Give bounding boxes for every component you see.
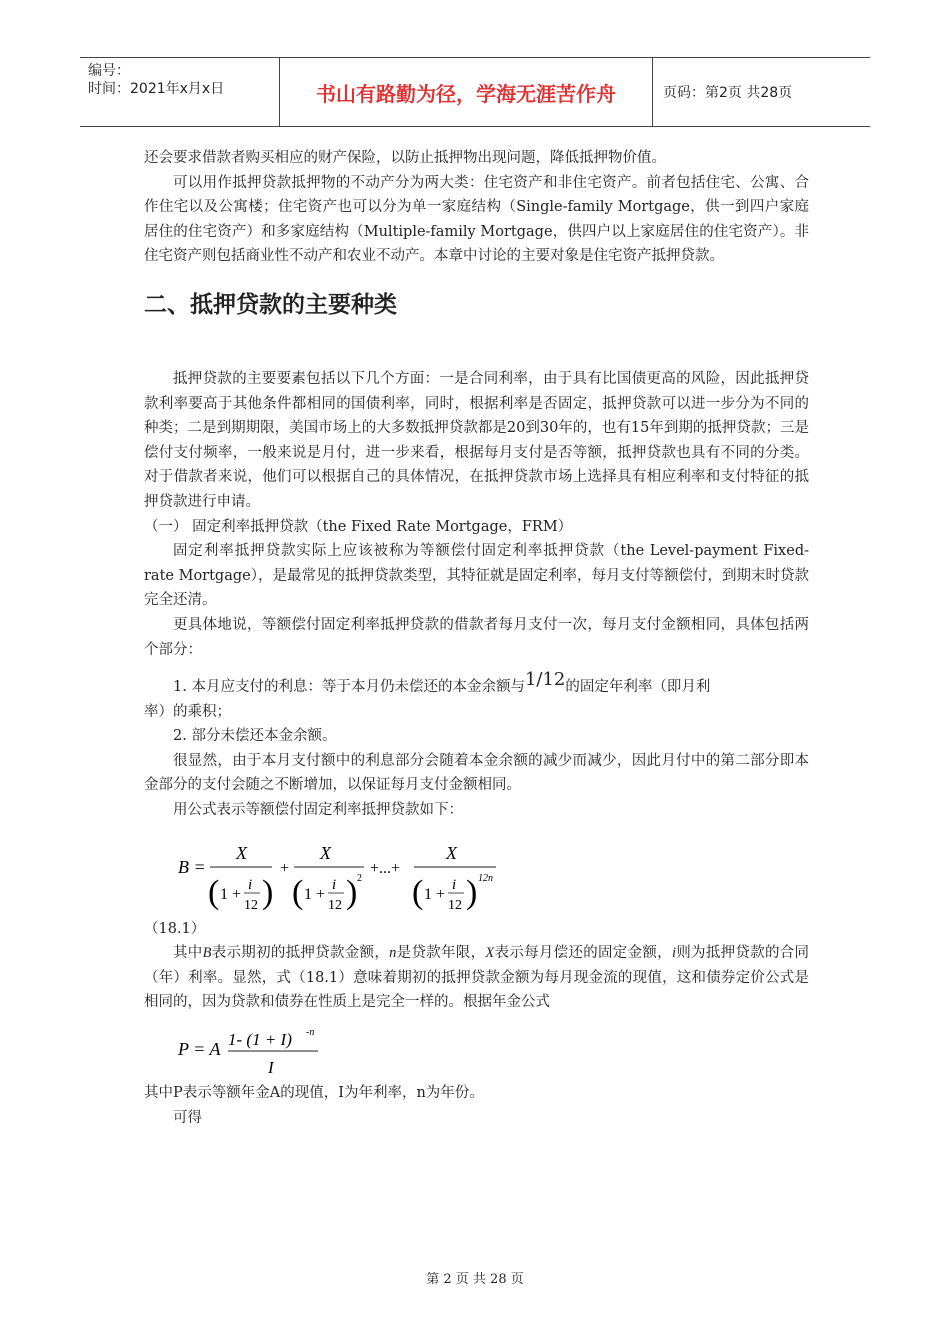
paragraph: 还会要求借款者购买相应的财产保险，以防止抵押物出现问题，降低抵押物价值。 xyxy=(144,150,666,166)
header-motto: 书山有路勤为径，学海无涯苦作舟 xyxy=(280,58,653,126)
formula-18-1 xyxy=(144,829,809,917)
page-footer: 第 2 页 共 28 页 xyxy=(426,1272,524,1287)
annuity-exp: -n xyxy=(306,1027,315,1039)
symbol-B: B xyxy=(202,945,212,962)
page-header xyxy=(80,57,870,127)
paren-right: ) xyxy=(262,873,274,911)
paren-right: ) xyxy=(466,873,478,911)
paragraph: 很显然，由于本月支付额中的利息部分会随着本金余额的减少而减少，因此月付中的第二部分即本金部分的支付会随之不断增加，以保证每月支付金额相同。 xyxy=(144,752,809,794)
annuity-formula-svg xyxy=(144,1021,364,1081)
text: 表示每月偿还的固定金额， xyxy=(494,945,672,962)
formula-exp2: 2 xyxy=(357,872,362,884)
annuity-formula xyxy=(144,1021,809,1081)
symbol-X: X xyxy=(485,945,495,962)
list-item-text: 1. 本月应支付的利息：等于本月仍未偿还的本金余额与 xyxy=(173,679,525,696)
text: 是贷款年限， xyxy=(396,945,486,962)
formula-den12: 12 xyxy=(328,897,342,913)
header-meta xyxy=(80,58,280,126)
formula-one: 1 xyxy=(424,885,432,903)
list-item-continuation: 率）的乘积； xyxy=(144,703,231,720)
formula-i: i xyxy=(452,876,457,893)
formula-den12: 12 xyxy=(448,897,462,913)
symbol-i: i xyxy=(671,945,676,962)
date-label: 时间：2021年x月x日 xyxy=(88,81,225,97)
paragraph xyxy=(144,941,809,1015)
formula-exp12n: 12n xyxy=(478,872,493,884)
subsection-title: （一） 固定利率抵押贷款（the Fixed Rate Mortgage，FRM） xyxy=(144,518,573,535)
paren-left: ( xyxy=(412,873,424,911)
list-item-text: 的固定年利率（即月利 xyxy=(565,679,711,696)
paragraph: 固定利率抵押贷款实际上应该被称为等额偿付固定利率抵押贷款（the Level-payment Fixed-rate Mortgage），是最常见的抵押贷款类型，其特征就是固定利率，每月支付等额偿付，到期末时贷款完全还清。 xyxy=(144,543,809,609)
serial-label: 编号： xyxy=(88,63,130,79)
annuity-numerator: 1- (1 + I) xyxy=(228,1030,292,1050)
annuity-denominator: I xyxy=(268,1058,274,1078)
annuity-lhs: P = A xyxy=(178,1039,221,1060)
formula-one: 1 xyxy=(304,885,312,903)
formula-plus: + xyxy=(436,885,446,903)
paragraph: 可得 xyxy=(173,1109,202,1126)
formula-lhs: B = xyxy=(178,856,206,877)
section-heading: 二、抵押贷款的主要种类 xyxy=(144,291,397,318)
paragraph: 抵押贷款的主要要素包括以下几个方面：一是合同利率，由于具有比国债更高的风险，因此抵押贷款利率要高于其他条件都相同的国债利率，同时，根据利率是否固定，抵押贷款可以进一步分为不同的种类；二是到期期限，美国市场上的大多数抵押贷款都是20到30年的，也有15年到期的抵押贷款；三是偿付支付频率，一般来说是月付，进一步来看，根据每月支付是否等额，抵押贷款也具有不同的分类。对于借款者来说，他们可以根据自己的具体情况，在抵押贷款市场上选择具有相应利率和支付特征的抵押贷款进行申请。 xyxy=(144,370,809,510)
formula-numerator: X xyxy=(320,842,331,863)
formula-plus: + xyxy=(316,885,326,903)
text: 其中 xyxy=(173,945,203,962)
formula-i: i xyxy=(248,876,253,893)
formula-one: 1 xyxy=(220,885,228,903)
equation-number: （18.1） xyxy=(144,920,206,937)
paragraph: 更具体地说，等额偿付固定利率抵押贷款的借款者每月支付一次，每月支付金额相同，具体包括两个部分： xyxy=(144,616,809,658)
paragraph: 其中P表示等额年金A的现值，I为年利率，n为年份。 xyxy=(144,1085,484,1102)
formula-numerator: X xyxy=(236,842,247,863)
list-item xyxy=(144,668,809,700)
formula-plus: + xyxy=(280,859,290,877)
list-item: 2. 部分未偿还本金余额。 xyxy=(173,728,337,745)
formula-dots: +...+ xyxy=(370,859,401,877)
text: 表示期初的抵押贷款金额， xyxy=(211,945,390,962)
header-page-label: 页码：第2页 共28页 xyxy=(663,85,793,101)
formula-i: i xyxy=(332,876,337,893)
formula-numerator: X xyxy=(446,842,457,863)
paragraph: 可以用作抵押贷款抵押物的不动产分为两大类：住宅资产和非住宅资产。前者包括住宅、公寓、合作住宅以及公寓楼；住宅资产也可以分为单一家庭结构（Single-family Mortgage，供一到四户家庭居住的住宅资产）和多家庭结构（Multiple-family Mortgage，供四户以上家庭居住的住宅资产）。非住宅资产则包括商业性不动产和农业不动产。本章中讨论的主要对象是住宅资产抵押贷款。 xyxy=(144,174,809,265)
paren-right: ) xyxy=(346,873,358,911)
symbol-n: n xyxy=(389,945,397,962)
paren-left: ( xyxy=(292,873,304,911)
text: 则为抵押贷款的合同（年）利率。显然，式（18.1）意味着期初的抵押贷款金额为每月现金流的现值，这和债券定价公式是相同的，因为贷款和债券在性质上是完全一样的。根据年金公式 xyxy=(144,945,810,1011)
formula-plus: + xyxy=(232,885,242,903)
paren-left: ( xyxy=(208,873,220,911)
paragraph: 用公式表示等额偿付固定利率抵押贷款如下： xyxy=(173,802,463,819)
formula-18-1-svg xyxy=(144,829,544,917)
formula-den12: 12 xyxy=(244,897,258,913)
fraction: 1/12 xyxy=(524,669,566,691)
document-body xyxy=(144,146,809,1130)
